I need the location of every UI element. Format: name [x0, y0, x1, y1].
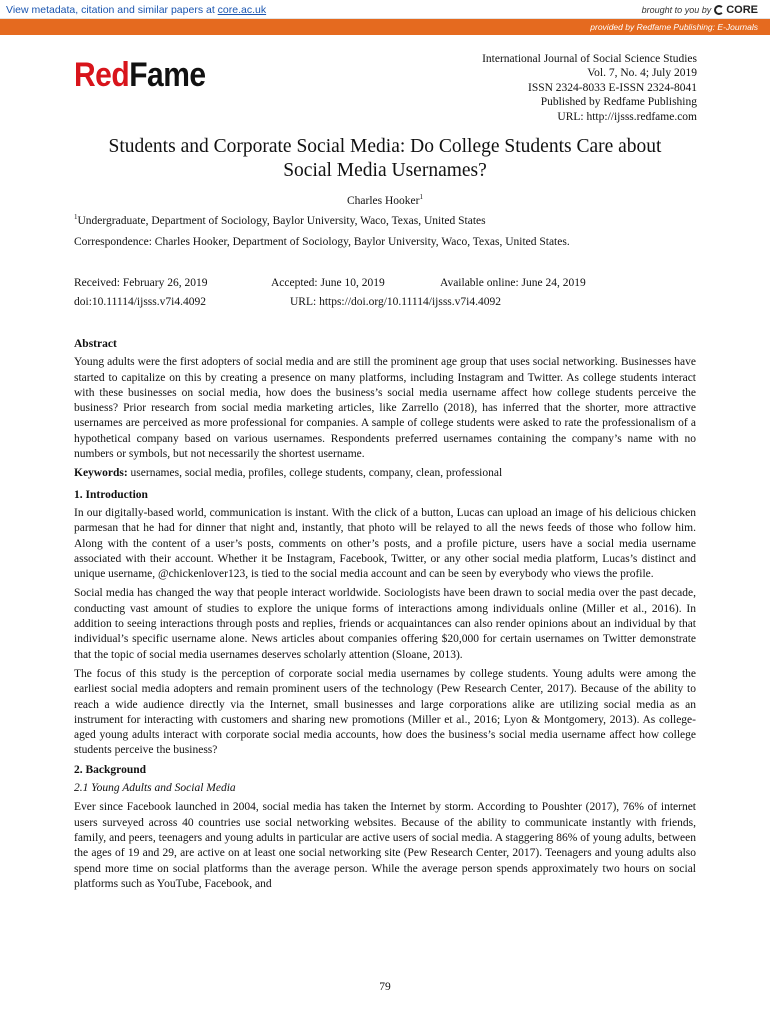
- title-line-1: Students and Corporate Social Media: Do College Students Care about: [108, 136, 662, 157]
- affiliation-sup: 1: [74, 213, 78, 222]
- section-2-paragraph: Ever since Facebook launched in 2004, social media has taken the Internet by storm. According to Poushter (2017), 76% of internet users surveyed across 40 countries use social networking websites. Because of the ability to communicate instantly with friends, family, and peers, teenagers and young adults in particular are active users of social media. A staggering 86% of young adults, between the ages of 19 and 29, are active on at least one social networking site (Pew Research Center, 2017). Teenagers and young adults also spend more time on social platforms than the average person. While the average person spends approximately two hours on social platforms such as YouTube, Facebook, and: [74, 801, 696, 890]
- journal-info: [482, 52, 697, 124]
- core-link-prefix: View metadata, citation and similar papers at: [6, 4, 218, 16]
- abstract-text: Young adults were the first adopters of social media and are still the prominent age group that uses social networking. Businesses have started to capitalize on this by creating a presence on many platforms, including Instagram and Twitter. As college students interact with these businesses on social media, how does the business’s social media username affect how college students perceive the business? Prior research from social media marketing articles, like Zarrello (2018), has inferred that the shorter, more attractive usernames are perceived as more professional for companies. A sample of college students were asked to rate the professionalism of a hypothetical company based on various usernames. Respondents preferred usernames containing the company’s name with no numbers or symbols, but not necessarily the shortest username.: [74, 356, 696, 461]
- doi: doi:10.11114/ijsss.v7i4.4092: [74, 296, 206, 308]
- correspondence: Correspondence: Charles Hooker, Department of Sociology, Baylor University, Waco, Texas, United States.: [74, 236, 570, 248]
- author-sup: 1: [419, 193, 423, 202]
- title-line-2: Social Media Usernames?: [283, 160, 487, 181]
- core-logo-icon: [714, 5, 724, 15]
- core-brand[interactable]: [642, 4, 758, 16]
- doi-url[interactable]: URL: https://doi.org/10.11114/ijsss.v7i4.4092: [290, 296, 501, 308]
- author-name: Charles Hooker: [347, 195, 420, 207]
- brought-by-text: brought to you by: [641, 5, 712, 15]
- affiliation: [74, 215, 486, 227]
- journal-volume: Vol. 7, No. 4; July 2019: [587, 67, 697, 80]
- page-number: 79: [379, 981, 391, 993]
- journal-name: International Journal of Social Science Studies: [482, 53, 697, 65]
- abstract-heading: Abstract: [74, 338, 117, 350]
- core-metadata-link[interactable]: [6, 4, 266, 16]
- journal-issn: ISSN 2324-8033 E-ISSN 2324-8041: [528, 81, 697, 94]
- paper-body: [74, 337, 696, 896]
- journal-url[interactable]: URL: http://ijsss.redfame.com: [557, 110, 697, 123]
- keywords-text: usernames, social media, profiles, college students, company, clean, professional: [127, 467, 503, 480]
- journal-publisher: Published by Redfame Publishing: [540, 96, 697, 109]
- section-2-1-subheading: 2.1 Young Adults and Social Media: [74, 782, 236, 795]
- provider-bar: [0, 19, 770, 35]
- section-2-heading: 2. Background: [74, 763, 147, 776]
- affiliation-text: Undergraduate, Department of Sociology, Baylor University, Waco, Texas, United States: [77, 215, 486, 227]
- core-logo[interactable]: [714, 4, 758, 16]
- core-bar: [0, 0, 770, 19]
- available-date: Available online: June 24, 2019: [440, 277, 586, 289]
- paper-title: [60, 135, 710, 183]
- redfame-logo: [74, 56, 206, 95]
- core-link-domain[interactable]: core.ac.uk: [217, 4, 267, 16]
- received-date: Received: February 26, 2019: [74, 277, 208, 289]
- provider-text[interactable]: provided by Redfame Publishing: E-Journals: [590, 22, 758, 32]
- section-1-paragraph: Social media has changed the way that people interact worldwide. Sociologists have been drawn to social media over the past decade, conducting vast amount of studies to explore the unique forms of interactions among individuals online (Miller et al., 2016). In addition to seeing interactions through posts and replies, friends or acquaintances can also render opinions about an individual by that individual’s specific username alone. News articles about companies offering $20,000 for certain usernames on Twitter demonstrate that the topic of social media usernames deserves scholarly attention (Sloane, 2013).: [74, 587, 696, 661]
- logo-black-part: Fame: [129, 56, 206, 94]
- section-1-paragraph: The focus of this study is the perception of corporate social media usernames by college students. Young adults were among the earliest social media adopters and remain prominent users of the technology (Pew Research Center, 2017). Because of the ability to reach a wide audience directly via the Internet, small businesses and large corporations alike are utilizing social media as an instrument for interacting with customers and sharing new promotions (Miller et al., 2016; Lyon & Montgomery, 2013). As college-aged young adults interact with corporate social media accounts, how does the business’s social media username affect how college students perceive the business?: [74, 667, 696, 757]
- accepted-date: Accepted: June 10, 2019: [271, 277, 385, 289]
- keywords: [74, 466, 696, 481]
- logo-red-part: Red: [74, 56, 130, 94]
- keywords-label: Keywords:: [74, 467, 128, 480]
- section-1-heading: 1. Introduction: [74, 488, 148, 501]
- author-line: [0, 195, 770, 207]
- core-label: CORE: [726, 4, 758, 16]
- section-1-paragraph: In our digitally-based world, communication is instant. With the click of a button, Lucas can upload an image of his delicious chicken parmesan that he had for dinner that night and, instantly, that photo will be relayed to all the news feeds of those who follow him. Along with the content of a user’s posts, comments on other’s posts, and a profile picture, users have a social media username associated with their account. Whether it be Instagram, Facebook, Twitter, or any other social media platform, Lucas’s distinct and unique username, @chickenlover123, is tied to the social media account and can be seen by everybody who views the profile.: [74, 506, 696, 581]
